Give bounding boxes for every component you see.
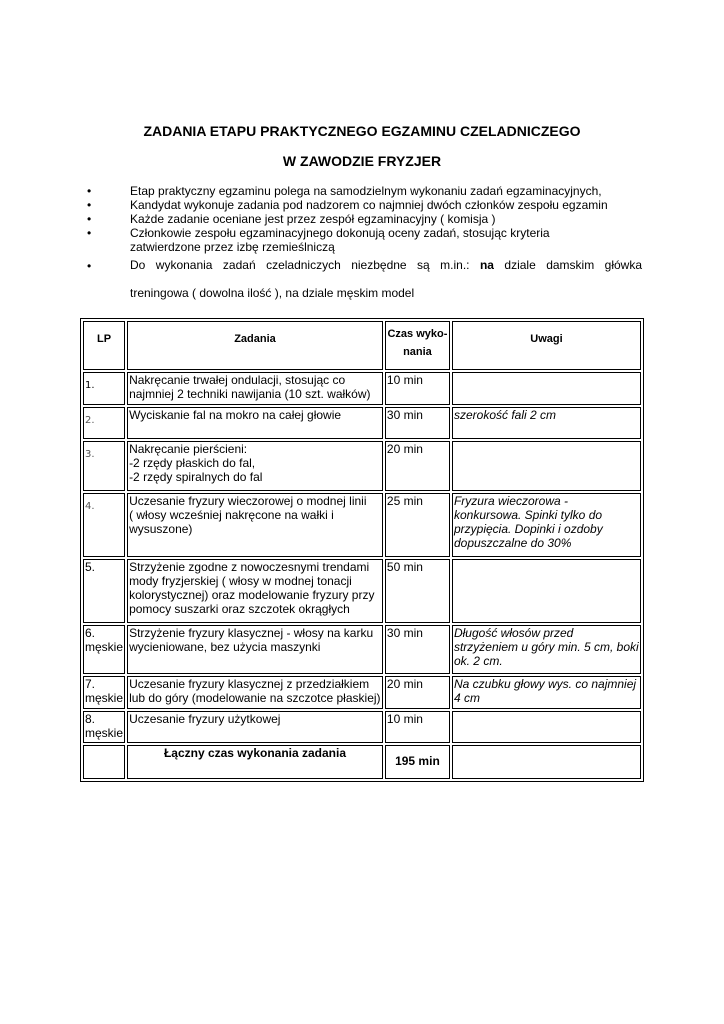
table-header-row	[83, 321, 641, 370]
time-cell: 20 min	[385, 441, 450, 491]
header-uwagi: Uwagi	[452, 321, 641, 370]
table-row	[83, 711, 641, 743]
notes-cell	[452, 441, 641, 491]
bullet-text: zatwierdzone przez izbę rzemieślniczą	[130, 240, 335, 254]
lp-cell	[83, 711, 125, 743]
lp-cell: 1.	[83, 372, 125, 405]
cell-line: pomocy suszarki oraz szczotek okrągłych	[129, 602, 350, 616]
task-cell	[127, 676, 383, 709]
cell-line: wysuszone)	[129, 522, 193, 536]
document-title: ZADANIA ETAPU PRAKTYCZNEGO EGZAMINU CZELADNICZEGO	[143, 123, 581, 139]
cell-line: wycieniowane, bez użycia maszynki	[129, 640, 321, 654]
notes-cell	[452, 407, 641, 439]
table-row	[83, 407, 641, 439]
cell-line: -2 rzędy płaskich do fal,	[129, 456, 256, 470]
bullet-icon: •	[87, 212, 92, 226]
bullet-icon: •	[87, 184, 92, 198]
time-cell: 20 min	[385, 676, 450, 709]
notes-cell	[452, 676, 641, 709]
cell-line: Strzyżenie zgodne z nowoczesnymi trendami	[129, 560, 370, 574]
total-value: 195 min	[385, 745, 450, 779]
cell-line: Uczesanie fryzury wieczorowej o modnej linii	[129, 494, 367, 508]
cell-line: Uczesanie fryzury klasycznej z przedziałkiem	[129, 677, 370, 691]
document-subtitle: W ZAWODZIE FRYZJER	[282, 153, 442, 169]
task-cell	[127, 407, 383, 439]
time-cell: 50 min	[385, 559, 450, 623]
bullet-icon: •	[87, 259, 92, 273]
lp-cell: 3.	[83, 441, 125, 491]
lp-number: 8.	[85, 712, 96, 726]
cell-line: przypięcia. Dopinki i ozdoby	[453, 522, 603, 536]
table-row	[83, 559, 641, 623]
task-cell	[127, 625, 383, 674]
table-row	[83, 676, 641, 709]
total-label: Łączny czas wykonania zadania	[127, 745, 383, 779]
bullet-icon: •	[87, 226, 92, 240]
time-cell: 30 min	[385, 625, 450, 674]
bullet-item	[82, 198, 642, 212]
time-cell: 10 min	[385, 711, 450, 743]
table-row	[83, 441, 641, 491]
cell-line: 4 cm	[453, 691, 480, 705]
cell-line: Strzyżenie fryzury klasycznej - włosy na karku	[129, 626, 374, 640]
lp-category: męskie	[85, 640, 124, 654]
table-row	[83, 493, 641, 557]
cell-line: Nakręcanie pierścieni:	[129, 442, 248, 456]
notes-cell	[452, 625, 641, 674]
bullet-item	[82, 184, 642, 198]
notes-cell	[452, 372, 641, 405]
cell-line: strzyżeniem u góry min. 5 cm, boki	[453, 640, 639, 654]
task-cell	[127, 493, 383, 557]
cell-line: Uczesanie fryzury użytkowej	[129, 712, 281, 726]
task-cell	[127, 372, 383, 405]
tasks-table	[80, 318, 644, 782]
lp-category: męskie	[85, 726, 124, 740]
bullet-text: Etap praktyczny egzaminu polega na samodzielnym wykonaniu zadań egzaminacyjnych,	[130, 184, 602, 198]
cell-line: -2 rzędy spiralnych do fal	[129, 470, 263, 484]
cell-line: mody fryzjerskiej ( włosy w modnej tonacji	[129, 574, 352, 588]
lp-number: 6.	[85, 626, 96, 640]
cell-line: dopuszczalne do 30%	[453, 536, 572, 550]
bullet-icon: •	[87, 198, 92, 212]
table-row	[83, 372, 641, 405]
cell-line: Wyciskanie fal na mokro na całej głowie	[129, 408, 342, 422]
bullet-item	[82, 258, 642, 300]
time-cell: 25 min	[385, 493, 450, 557]
header-lp: LP	[83, 321, 125, 370]
lp-cell: 2.	[83, 407, 125, 439]
bullet-list	[82, 184, 642, 300]
cell-line: najmniej 2 techniki nawijania (10 szt. wałków)	[129, 387, 371, 401]
notes-cell	[452, 493, 641, 557]
cell-line: lub do góry (modelowanie na szczotce płaskiej)	[129, 691, 381, 705]
lp-number: 7.	[85, 677, 96, 691]
lp-cell: 4.	[83, 493, 125, 557]
bullet-text: treningowa ( dowolna ilość ), na dziale męskim model	[130, 286, 415, 300]
bullet-text: Kandydat wykonuje zadania pod nadzorem co najmniej dwóch członków zespołu egzamin	[130, 198, 608, 212]
bullet-text: Każde zadanie oceniane jest przez zespół egzaminacyjny ( komisja )	[130, 212, 496, 226]
cell-line: szerokość fali 2 cm	[453, 408, 556, 422]
cell-line: konkursowa. Spinki tylko do	[453, 508, 603, 522]
cell-line: Na czubku głowy wys. co najmniej	[453, 677, 637, 691]
notes-cell	[452, 711, 641, 743]
cell-line: Nakręcanie trwałej ondulacji, stosując co	[129, 373, 346, 387]
cell-line: Długość włosów przed	[453, 626, 574, 640]
empty-cell	[452, 745, 641, 779]
cell-line: ok. 2 cm.	[453, 654, 503, 668]
empty-cell	[83, 745, 125, 779]
bullet-text: Członkowie zespołu egzaminacyjnego dokonują oceny zadań, stosując kryteria	[130, 226, 550, 240]
header-czas: Czas wyko- nania	[385, 321, 450, 370]
total-row	[83, 745, 641, 779]
lp-category: męskie	[85, 691, 124, 705]
task-cell	[127, 441, 383, 491]
time-cell: 10 min	[385, 372, 450, 405]
bullet-item	[82, 226, 642, 254]
task-cell	[127, 559, 383, 623]
bullet-item	[82, 212, 642, 226]
lp-cell	[83, 625, 125, 674]
notes-cell	[452, 559, 641, 623]
cell-line: Fryzura wieczorowa -	[453, 494, 568, 508]
lp-cell	[83, 676, 125, 709]
cell-line: kolorystycznej) oraz modelowanie fryzury przy	[129, 588, 375, 602]
time-cell: 30 min	[385, 407, 450, 439]
header-zadania: Zadania	[127, 321, 383, 370]
lp-cell: 5.	[83, 559, 125, 623]
table-row	[83, 625, 641, 674]
task-cell	[127, 711, 383, 743]
bullet-text: Do wykonania zadań czeladniczych niezbędne są m.in.: na dziale damskim główka	[130, 258, 642, 272]
cell-line: ( włosy wcześniej nakręcone na wałki i	[129, 508, 334, 522]
